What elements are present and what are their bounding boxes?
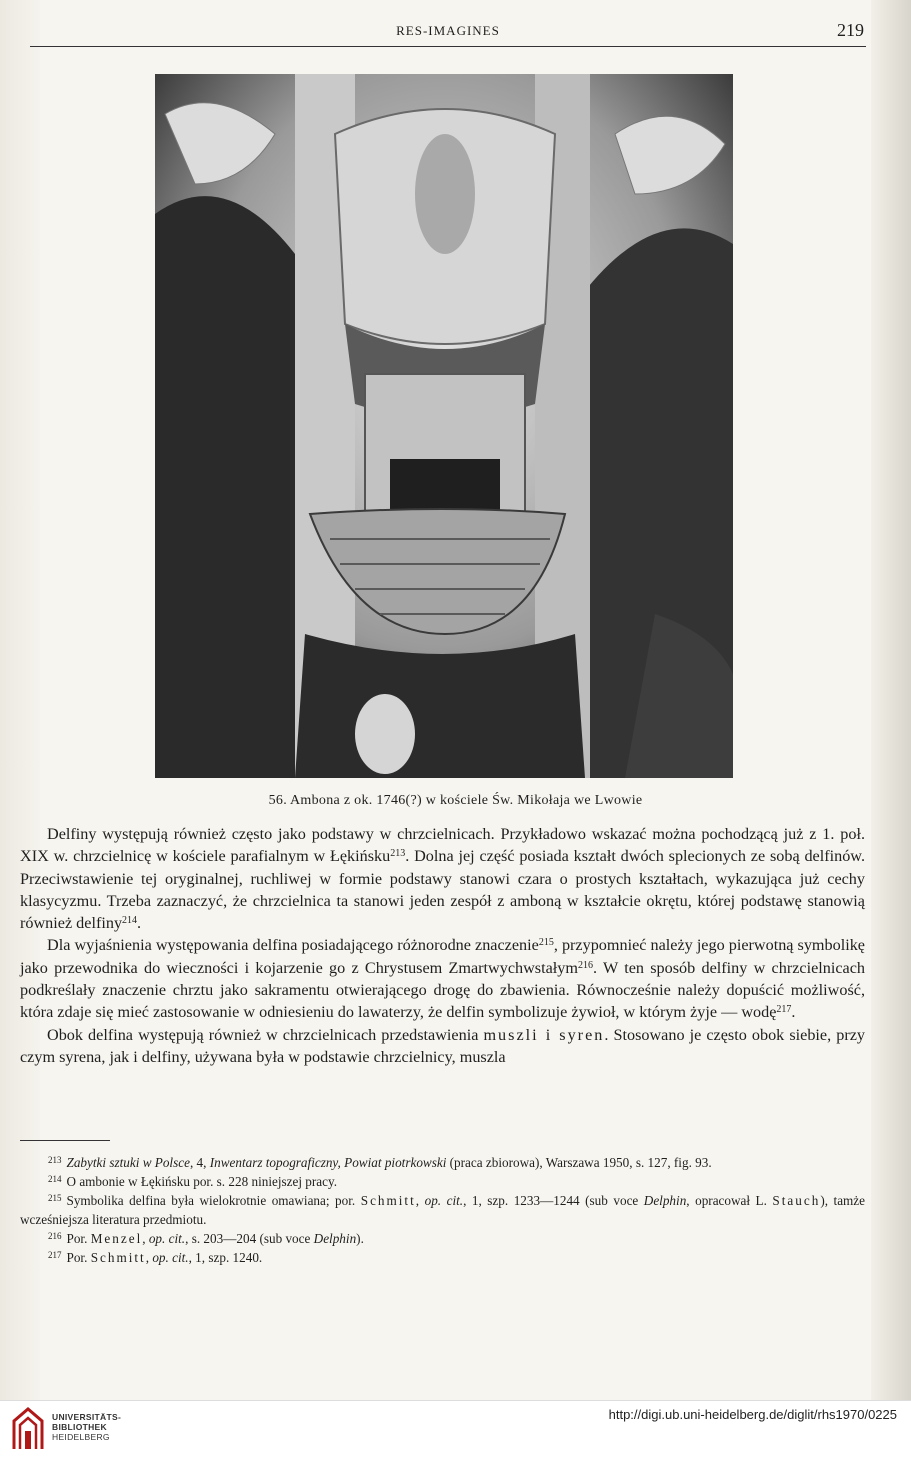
page-header: [30, 20, 866, 47]
page-edge-right: [871, 0, 911, 1400]
footnote-ref-216[interactable]: 216: [577, 959, 593, 971]
footnote-215: $^{215}$ Symbolika delfina była wielokrotnie omawiana; por. Schmitt, op. cit., 1, szp. 1233—1244 (sub voce Delphin, opracował L. Stauch), tamże wcześniejsza literatura przedmiotu.: [20, 1193, 866, 1227]
body-text: [20, 823, 865, 1068]
footnote-ref-213[interactable]: 213: [390, 848, 406, 860]
footnote-214: $^{214}$ O ambonie w Łękińsku por. s. 228 niniejszej pracy.: [48, 1174, 338, 1189]
paragraph-2: Dla wyjaśnienia występowania delfina posiadającego różnorodne znaczenie$^{215}$, przypomnieć należy jego pierwotną symbolikę jako przewodnika do wieczności i kojarzenie go z Chrystusem Zmartwychwstałym$^{216}$. W ten sposób delfiny w chrzcielnicach podkreślały znaczenie chrztu jako sakramentu otwierającego drogę do zbawienia. Równocześnie należy dopuścić możliwość, która zdaje się mieć zastosowanie w odniesieniu do lawaterzy, że delfin symbolizuje żywioł, w którym żyje — wodę$^{217}$.: [20, 936, 865, 1022]
pulpit-photograph: [155, 74, 733, 778]
paragraph-3: Obok delfina występują również w chrzcielnicach przedstawienia muszli i syren. Stosowano je często obok siebie, przy czym syrena, jak i delfiny, używana była w podstawie chrzcielnicy, muszla: [20, 1025, 865, 1066]
library-logo-icon: [10, 1405, 46, 1453]
footnote-ref-217[interactable]: 217: [776, 1004, 792, 1016]
footnotes: [20, 1153, 865, 1267]
page-number: 219: [837, 20, 864, 40]
source-url-link[interactable]: http://digi.ub.uni-heidelberg.de/diglit/rhs1970/0225: [608, 1407, 897, 1422]
running-head: RES-IMAGINES: [396, 23, 500, 38]
footnote-216: $^{216}$ Por. Menzel, op. cit., s. 203—204 (sub voce Delphin).: [48, 1231, 364, 1246]
footnote-ref-215[interactable]: 215: [538, 937, 554, 949]
footnote-217: $^{217}$ Por. Schmitt, op. cit., 1, szp. 1240.: [48, 1250, 263, 1265]
footnote-ref-214[interactable]: 214: [122, 915, 138, 927]
footnote-213: $^{213}$ Zabytki sztuki w Polsce, 4, Inwentarz topograficzny, Powiat piotrkowski (praca zbiorowa), Warszawa 1950, s. 127, fig. 93.: [48, 1155, 712, 1170]
spaced-emphasis: muszli i syren: [483, 1025, 605, 1044]
paragraph-1: Delfiny występują również często jako podstawy w chrzcielnicach. Przykładowo wskazać można pochodzącą już z 1. poł. XIX w. chrzcielnicę w kościele parafialnym w Łękińsku$^{213}$. Dolna jej część posiada kształt dwóch splecionych ze sobą delfinów. Przeciwstawienie tej oryginalnej, ruchliwej w formie podstawy stanowi czara o prostych kształtach, wykazująca już cechy klasycyzmu. Trzeba zaznaczyć, że chrzcielnica ta stanowi jeden zespół z amboną w kształcie okrętu, której podstawę stanowią również delfiny$^{214}$.: [20, 825, 865, 933]
pulpit-illustration: [155, 74, 733, 778]
footnote-rule: [20, 1140, 110, 1141]
figure-caption: 56. Ambona z ok. 1746(?) w kościele Św. Mikołaja we Lwowie: [268, 793, 643, 808]
library-name: UNIVERSITÄTS- BIBLIOTHEK HEIDELBERG: [52, 1412, 122, 1442]
